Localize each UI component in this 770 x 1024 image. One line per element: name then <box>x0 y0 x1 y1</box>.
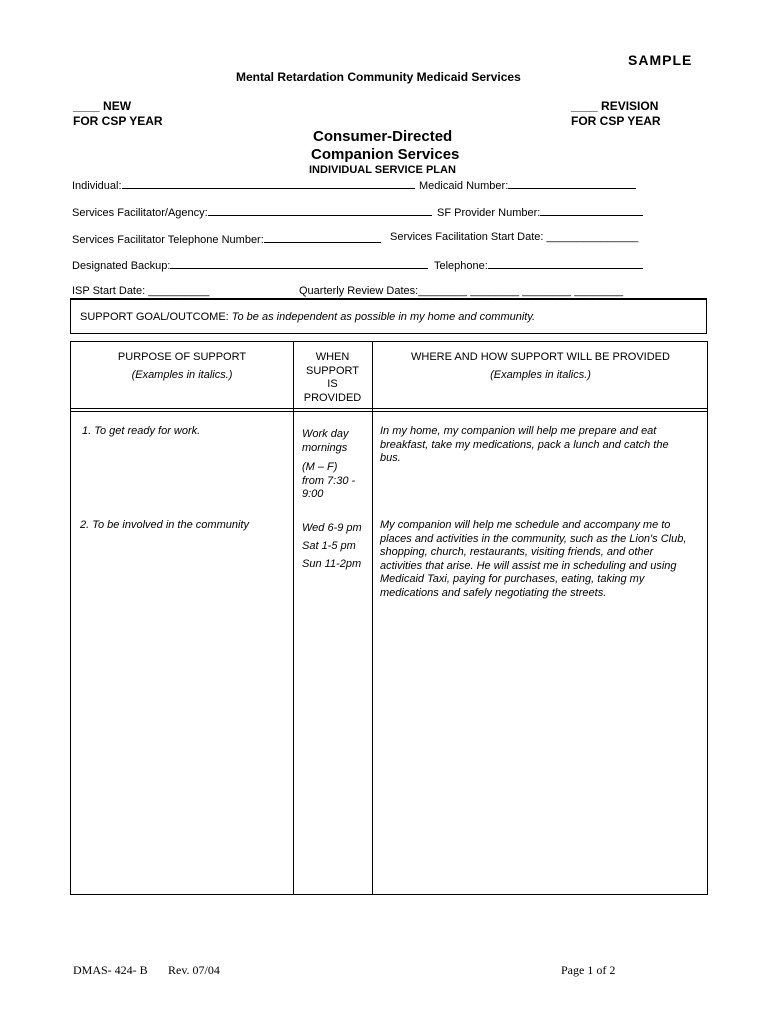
where-header <box>372 351 709 382</box>
row2-where-line: My companion will help me schedule and accompany me to <box>380 519 671 531</box>
row2-when-line: Sat 1-5 pm <box>302 540 356 552</box>
isp-start-date-field[interactable]: ISP Start Date: __________ <box>72 285 210 297</box>
new-csp-label: FOR CSP YEAR <box>73 114 163 128</box>
medicaid-number-field[interactable] <box>508 177 636 189</box>
telephone-field[interactable] <box>488 257 643 269</box>
medicaid-number-label: Medicaid Number: <box>419 180 509 192</box>
page-number: Page 1 of 2 <box>561 963 616 977</box>
header-divider <box>71 411 707 412</box>
row1-when-line: Work day <box>302 428 349 440</box>
revision-csp-blank[interactable]: ____ REVISION <box>571 99 659 113</box>
when-header <box>293 351 372 405</box>
designated-backup-field[interactable] <box>170 257 428 269</box>
row1-when-line: (M – F) <box>302 461 338 473</box>
when-header-line: IS <box>327 378 338 390</box>
form-revision: Rev. 07/04 <box>168 963 220 977</box>
agency-title: Mental Retardation Community Medicaid Services <box>236 70 521 84</box>
purpose-header-note: (Examples in italics.) <box>131 368 233 381</box>
sf-provider-number-field[interactable] <box>540 204 643 216</box>
page-title-line2: Companion Services <box>311 146 460 163</box>
when-header-line: WHEN <box>315 351 350 363</box>
revision-csp-label: FOR CSP YEAR <box>571 114 661 128</box>
row2-when-line: Sun 11-2pm <box>302 558 362 570</box>
row2-where-line: medications and safely negotiating the streets. <box>380 586 607 599</box>
sample-label: SAMPLE <box>628 52 693 68</box>
sf-provider-number-label: SF Provider Number: <box>437 207 541 219</box>
sf-telephone-field[interactable] <box>264 231 381 243</box>
row2-when-line: Wed 6-9 pm <box>302 522 362 534</box>
individual-label: Individual: <box>72 180 122 192</box>
telephone-label: Telephone: <box>434 260 488 272</box>
support-goal-label: SUPPORT GOAL/OUTCOME: <box>80 311 229 323</box>
designated-backup-label: Designated Backup: <box>72 260 171 272</box>
support-goal-text[interactable]: To be as independent as possible in my home and community. <box>231 311 536 323</box>
header-divider <box>71 408 707 409</box>
column-divider <box>293 342 294 894</box>
when-header-line: PROVIDED <box>303 391 362 404</box>
individual-field[interactable] <box>122 177 415 189</box>
row2-where-line: activities that arise. He will assist me in scheduling and using <box>380 559 677 572</box>
support-table <box>70 341 708 895</box>
page-title-line1: Consumer-Directed <box>313 128 453 145</box>
row2-where[interactable] <box>380 519 686 600</box>
where-header-note: (Examples in italics.) <box>490 368 591 381</box>
row1-where-line: breakfast, take my medications, pack a lunch and catch the <box>380 438 669 451</box>
page-subtitle: INDIVIDUAL SERVICE PLAN <box>309 164 456 176</box>
row2-when[interactable] <box>302 519 370 573</box>
row2-where-line: places and activities in the community, such as the Lion's Club, <box>380 532 687 545</box>
row1-where-line: In my home, my companion will help me prepare and eat <box>380 425 657 437</box>
where-header-title: WHERE AND HOW SUPPORT WILL BE PROVIDED <box>411 351 670 363</box>
sf-start-date-field[interactable]: Services Facilitation Start Date: _______________ <box>390 231 639 243</box>
when-header-line: SUPPORT <box>306 364 359 377</box>
row1-where[interactable] <box>380 425 669 466</box>
row2-where-line: Medicaid Taxi, paying for purchases, eating, taking my <box>380 573 645 585</box>
new-csp-blank[interactable]: ____ NEW <box>73 99 132 113</box>
purpose-header-title: PURPOSE OF SUPPORT <box>117 351 247 363</box>
row2-where-line: shopping, church, restaurants, visiting friends, and other <box>380 546 654 558</box>
support-goal-box <box>70 298 707 334</box>
sf-telephone-label: Services Facilitator Telephone Number: <box>72 234 264 246</box>
quarterly-review-dates-field[interactable]: Quarterly Review Dates:________ ________ ________ ________ <box>299 285 624 297</box>
row1-purpose[interactable]: 1. To get ready for work. <box>82 425 201 437</box>
purpose-header <box>71 351 293 382</box>
row1-when-line: mornings <box>302 441 348 454</box>
form-number: DMAS- 424- B <box>73 963 148 977</box>
row1-where-line: bus. <box>380 452 401 464</box>
row1-when-line: 9:00 <box>302 488 324 500</box>
services-facilitator-label: Services Facilitator/Agency: <box>72 207 208 219</box>
row1-when[interactable] <box>302 428 370 502</box>
row1-when-line: from 7:30 - <box>302 474 356 487</box>
services-facilitator-field[interactable] <box>208 204 432 216</box>
row2-purpose[interactable]: 2. To be involved in the community <box>80 519 249 531</box>
column-divider <box>372 342 373 894</box>
